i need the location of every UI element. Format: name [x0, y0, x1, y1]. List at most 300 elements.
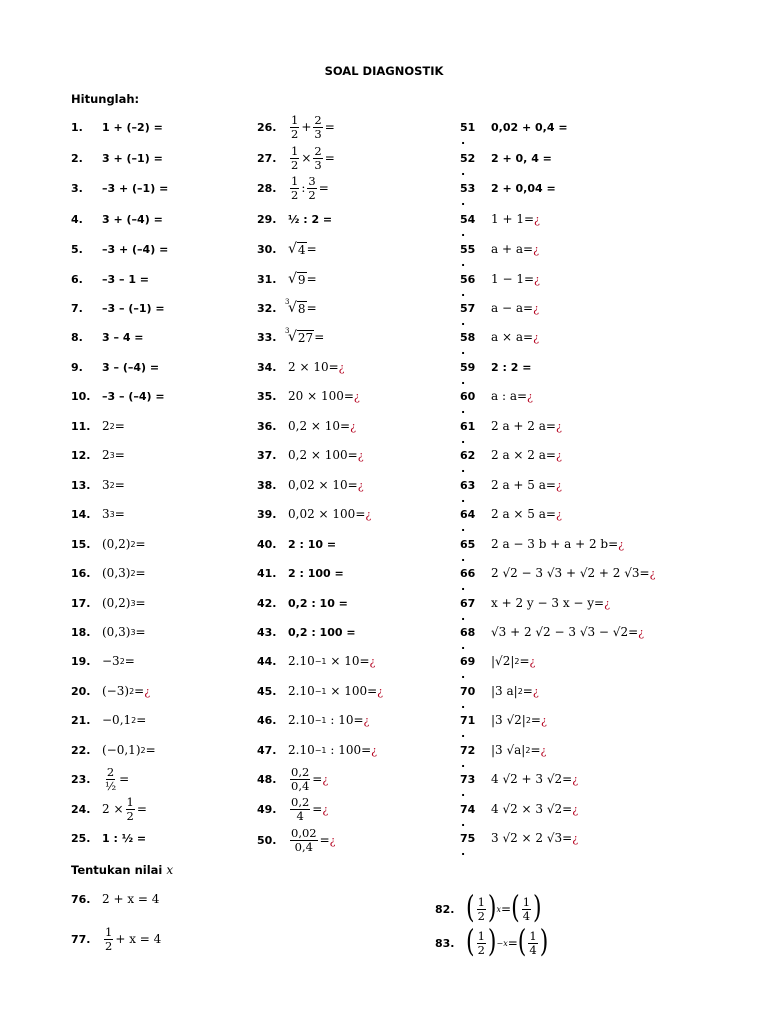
equals-sign: =: [114, 448, 125, 462]
fraction: [290, 114, 299, 139]
denominator: 4: [296, 808, 304, 823]
expression: [491, 212, 540, 226]
expression: 3 + (–4) =: [102, 212, 163, 226]
expression: [491, 448, 562, 462]
expression: [491, 802, 578, 816]
question-number-dot: .: [461, 133, 466, 147]
question-number: 23.: [71, 772, 91, 786]
question-number: 12.: [71, 448, 91, 462]
expression: [491, 242, 539, 256]
question-number-dot: .: [461, 609, 466, 623]
operator: +: [301, 120, 312, 134]
question-number: 69 .: [460, 654, 476, 681]
answer-placeholder: ¿: [649, 566, 656, 580]
radical: [288, 242, 307, 257]
question-number: 48.: [257, 772, 277, 786]
expression-text: |3 a|: [491, 684, 518, 698]
numerator: 1: [291, 113, 299, 128]
answer-placeholder: ¿: [533, 242, 539, 256]
base: (0,3): [102, 625, 131, 639]
equals-sign: =: [324, 120, 335, 134]
question-row: [257, 411, 356, 441]
expression-text: 2 a + 2 a: [491, 419, 546, 433]
answer-placeholder: ¿: [534, 272, 540, 286]
fraction: [477, 896, 486, 921]
expression: [102, 448, 125, 462]
exponent: 2: [525, 745, 531, 755]
expression-text: 2 a × 5 a: [491, 507, 546, 521]
expression-text: a + a: [491, 242, 523, 256]
question-number: 10.: [71, 389, 91, 403]
equals-sign: =: [562, 772, 573, 786]
fraction: [528, 930, 537, 955]
question-row: [460, 676, 539, 711]
expression: [288, 654, 375, 668]
base: (−3): [102, 684, 130, 698]
exponent: 2: [130, 568, 136, 578]
question-number: 66 .: [460, 566, 476, 593]
question-row: [257, 352, 345, 382]
expression-text: 2 a + 5 a: [491, 478, 546, 492]
expression-text: 2 a × 2 a: [491, 448, 546, 462]
numerator: 2: [314, 144, 322, 159]
answer-placeholder: ¿: [555, 478, 562, 492]
equals-sign: =: [145, 743, 156, 757]
question-number: 49.: [257, 802, 277, 816]
question-number: 54 .: [460, 212, 476, 239]
exponent: −x: [496, 938, 508, 948]
denominator: 4: [522, 908, 531, 923]
equals-sign: =: [312, 802, 323, 816]
question-row: [460, 264, 540, 299]
denominator: 3: [314, 157, 322, 172]
expression: [491, 772, 578, 786]
exponent: −1: [314, 715, 327, 725]
equals-sign: =: [562, 831, 573, 845]
fraction: [307, 175, 316, 200]
exponent: 2: [517, 686, 523, 696]
question-number: 55 .: [460, 242, 476, 269]
exponent: 2: [129, 686, 135, 696]
answer-placeholder: ¿: [353, 389, 360, 403]
equals-sign: =: [523, 301, 534, 315]
answer-placeholder: ¿: [555, 419, 562, 433]
expression: –3 – (–1) =: [102, 301, 165, 315]
base: (0,3): [102, 566, 131, 580]
expression: 0,02 + 0,4 =: [491, 120, 568, 134]
fraction: [290, 827, 318, 852]
answer-placeholder: ¿: [618, 537, 625, 551]
question-number: 62 .: [460, 448, 476, 475]
right-paren: ): [539, 924, 549, 960]
answer-placeholder: ¿: [540, 743, 547, 757]
expression-text: 2.10: [288, 743, 315, 757]
question-number: 57 .: [460, 301, 476, 328]
heading-variable: x: [166, 863, 174, 877]
equals-sign: =: [359, 654, 370, 668]
right-paren: ): [487, 924, 497, 960]
expression-text-2: : 100: [326, 743, 362, 757]
heading-text: Tentukan nilai: [71, 863, 163, 877]
exponent: −1: [314, 656, 327, 666]
root-sign: √: [288, 270, 297, 287]
question-row: [460, 173, 556, 208]
question-row: [460, 440, 562, 475]
question-number: 77.: [71, 932, 91, 946]
expression-text: 1 + 1: [491, 212, 524, 226]
equals-sign: =: [522, 684, 533, 698]
question-row: [460, 470, 562, 505]
expression: [491, 389, 533, 403]
question-number: 64 .: [460, 507, 476, 534]
question-row: [257, 794, 328, 824]
question-row: [460, 381, 533, 416]
answer-placeholder: ¿: [338, 360, 345, 374]
expression: [491, 625, 644, 639]
question-number: 38.: [257, 478, 277, 492]
expression: [491, 831, 578, 845]
left-paren: (: [511, 890, 520, 926]
expression: [102, 766, 129, 791]
expression-text: 2.10: [288, 713, 315, 727]
question-row: [460, 558, 656, 593]
question-number-dot: .: [461, 225, 466, 239]
question-row: [257, 705, 369, 735]
root-index: 3: [285, 326, 290, 335]
equals-sign: =: [530, 743, 541, 757]
question-row: [71, 143, 163, 173]
expression: [491, 743, 546, 757]
expression-text: a − a: [491, 301, 523, 315]
expression-text: 4 √2 + 3 √2: [491, 772, 563, 786]
expression-text: 4 √2 × 3 √2: [491, 802, 563, 816]
expression: [288, 175, 329, 200]
expression: [102, 684, 150, 698]
question-number-dot: .: [461, 550, 466, 564]
numerator: 0,02: [291, 826, 317, 841]
radicand: 8: [297, 301, 306, 316]
question-row: [257, 617, 356, 647]
question-row: [71, 470, 125, 500]
question-number: 71 .: [460, 713, 476, 740]
equals-sign: =: [328, 360, 339, 374]
expression-text: 20 × 100: [288, 389, 344, 403]
question-number: 42.: [257, 596, 277, 610]
equals-sign: =: [608, 537, 619, 551]
equals-sign: =: [523, 330, 534, 344]
question-number-dot: .: [461, 667, 466, 681]
denominator: 2: [126, 808, 134, 823]
question-number-dot: .: [461, 285, 466, 299]
question-number: 28.: [257, 181, 277, 195]
expression: 2 : 10 =: [288, 537, 337, 551]
expression: 2 + 0,04 =: [491, 181, 556, 195]
question-row: [71, 924, 161, 954]
expression: 0,2 : 10 =: [288, 596, 348, 610]
answer-placeholder: ¿: [371, 743, 378, 757]
equals-sign: =: [353, 713, 364, 727]
question-row: [257, 204, 332, 234]
numerator: 1: [126, 795, 134, 810]
expression: 0,2 : 100 =: [288, 625, 356, 639]
question-row: [257, 143, 335, 173]
question-number-dot: .: [461, 697, 466, 711]
expression-text: √3 + 2 √2 − 3 √3 − √2: [491, 625, 629, 639]
question-row: [71, 884, 159, 914]
expression: 2 : 100 =: [288, 566, 344, 580]
denominator: 2: [477, 908, 485, 923]
equals-sign: =: [594, 596, 605, 610]
question-row: [71, 234, 168, 264]
equals-sign: =: [136, 713, 147, 727]
expression: [288, 242, 317, 257]
question-number-dot: .: [461, 194, 466, 208]
question-number: 35.: [257, 389, 277, 403]
fraction: [104, 926, 113, 951]
denominator: ½: [105, 778, 117, 793]
question-number: 4.: [71, 212, 83, 226]
question-number-dot: .: [461, 402, 466, 416]
exponent: −1: [314, 686, 327, 696]
question-row: [257, 499, 371, 529]
question-row: [71, 617, 146, 647]
expression: [285, 297, 317, 316]
question-row: [460, 588, 611, 623]
question-row: [460, 617, 645, 652]
numerator: 2: [314, 113, 322, 128]
fraction: [290, 766, 310, 791]
radicand: 9: [297, 272, 306, 287]
fraction: [313, 114, 322, 139]
question-number: 50.: [257, 833, 277, 847]
equals-sign: =: [523, 272, 535, 286]
question-number: 82.: [435, 902, 455, 916]
question-number: 33.: [257, 330, 277, 344]
equals-sign: =: [119, 772, 130, 786]
denominator: 4: [529, 942, 537, 957]
question-number-dot: .: [461, 844, 466, 858]
denominator: 2: [291, 157, 299, 172]
question-number: 30.: [257, 242, 277, 256]
question-row: [257, 440, 364, 470]
radicand: 27: [297, 330, 314, 345]
right-paren: ): [533, 890, 542, 926]
answer-placeholder: ¿: [357, 448, 364, 462]
question-number: 22.: [71, 743, 91, 757]
right-paren: ): [487, 890, 497, 926]
question-number: 11.: [71, 419, 91, 433]
equals-sign: =: [312, 772, 323, 786]
question-number: 51 .: [460, 120, 476, 147]
question-number: 45.: [257, 684, 277, 698]
equals-sign: =: [545, 448, 556, 462]
question-number: 24.: [71, 802, 91, 816]
question-number: 6.: [71, 272, 83, 286]
question-number: 41.: [257, 566, 277, 580]
expression-text: |√2|: [491, 654, 515, 668]
exponent: x: [496, 904, 502, 914]
expression: –3 – (–4) =: [102, 389, 165, 403]
radical: [285, 297, 307, 316]
question-row: [460, 705, 547, 740]
question-number: 9.: [71, 360, 83, 374]
exponent: 3: [109, 509, 115, 519]
question-row: [257, 646, 375, 676]
question-row: [71, 352, 159, 382]
question-row: [435, 890, 542, 926]
question-row: [460, 529, 625, 564]
exponent: 3: [130, 627, 136, 637]
question-number: 16.: [71, 566, 91, 580]
expression: [102, 566, 146, 580]
question-row: [71, 293, 165, 323]
numerator: 1: [105, 925, 113, 940]
question-number: 47.: [257, 743, 277, 757]
exponent: 2: [109, 421, 115, 431]
expression: 1 + (–2) =: [102, 120, 163, 134]
question-row: [460, 764, 579, 799]
expression-text-2: × 100: [326, 684, 368, 698]
question-row: [71, 440, 125, 470]
answer-placeholder: ¿: [527, 389, 533, 403]
expression: 1 : ½ =: [102, 831, 147, 845]
radical: [288, 272, 307, 287]
fraction: [290, 796, 310, 821]
question-number-dot: .: [461, 726, 466, 740]
question-row: [71, 204, 163, 234]
question-number: 18.: [71, 625, 91, 639]
question-number-dot: .: [461, 461, 466, 475]
denominator: 0,4: [294, 839, 313, 854]
equals-sign: =: [324, 151, 335, 165]
question-number: 52 .: [460, 151, 476, 178]
equals-sign: =: [545, 478, 556, 492]
question-row: [257, 173, 329, 203]
equals-sign: =: [314, 330, 325, 344]
expression-text: a : a: [491, 389, 517, 403]
denominator: 0,4: [291, 778, 310, 793]
expression: [288, 448, 364, 462]
question-row: [257, 381, 360, 411]
equals-sign: =: [519, 654, 530, 668]
question-row: [71, 705, 146, 735]
equals-sign: =: [135, 596, 146, 610]
question-number: 2.: [71, 151, 83, 165]
question-number: 67 .: [460, 596, 476, 623]
base: 3: [102, 507, 110, 521]
question-number: 8.: [71, 330, 83, 344]
answer-placeholder: ¿: [350, 419, 357, 433]
question-row: [71, 529, 146, 559]
answer-placeholder: ¿: [572, 831, 579, 845]
question-row: [460, 322, 539, 357]
expression: [491, 566, 656, 580]
base: (−0,1): [102, 743, 141, 757]
question-number: 76.: [71, 892, 91, 906]
question-row: [257, 264, 317, 294]
answer-placeholder: ¿: [555, 507, 562, 521]
question-row: [460, 499, 562, 534]
numerator: 1: [522, 895, 531, 910]
question-number: 53 .: [460, 181, 476, 208]
question-number: 65 .: [460, 537, 476, 564]
denominator: 3: [314, 126, 322, 141]
equals-sign: =: [628, 625, 639, 639]
question-number: 75 .: [460, 831, 476, 858]
question-row: [71, 264, 149, 294]
question-row: [460, 646, 536, 681]
question-row: [460, 293, 539, 328]
question-number-dot: .: [461, 491, 466, 505]
equals-sign: =: [114, 478, 125, 492]
expression: [102, 478, 125, 492]
question-number: 5.: [71, 242, 83, 256]
question-row: [71, 173, 168, 203]
question-number: 13.: [71, 478, 91, 492]
question-row: [460, 204, 540, 239]
question-row: [257, 234, 317, 264]
question-row: [257, 112, 335, 142]
expression: [491, 301, 539, 315]
equals-sign: =: [530, 713, 541, 727]
base: 2: [102, 448, 110, 462]
equals-sign: =: [367, 684, 378, 698]
question-number: 27.: [257, 151, 277, 165]
answer-placeholder: ¿: [534, 212, 540, 226]
question-number: 1.: [71, 120, 83, 134]
denominator: 2: [291, 126, 299, 141]
answer-placeholder: ¿: [357, 478, 364, 492]
question-number-dot: .: [461, 343, 466, 357]
question-row: [257, 588, 348, 618]
equals-sign: =: [507, 936, 518, 950]
question-row: [257, 676, 383, 706]
question-row: [257, 825, 336, 855]
base: 3: [102, 478, 110, 492]
question-number: 17.: [71, 596, 91, 610]
expression-text: |3 √2|: [491, 713, 526, 727]
exponent: 2: [525, 715, 531, 725]
root-sign: √: [288, 328, 297, 345]
exponent: 2: [130, 539, 136, 549]
question-number: 14.: [71, 507, 91, 521]
denominator: 2: [477, 942, 485, 957]
numerator: 3: [308, 174, 316, 189]
expression: [102, 654, 135, 668]
fraction: [290, 175, 299, 200]
question-number-dot: .: [461, 756, 466, 770]
expression: [288, 145, 335, 170]
question-number: 70 .: [460, 684, 476, 711]
expression: [491, 713, 547, 727]
expression-text: x + 2 y − 3 x − y: [491, 596, 595, 610]
numerator: 2: [106, 765, 115, 780]
equals-sign: =: [306, 272, 317, 286]
answer-placeholder: ¿: [572, 802, 579, 816]
equals-sign: =: [545, 507, 556, 521]
equals-sign: =: [501, 902, 512, 916]
operator: :: [301, 181, 306, 195]
expression-text: 2 √2 − 3 √3 + √2 + 2 √3: [491, 566, 640, 580]
equals-sign: =: [135, 625, 146, 639]
numerator: 1: [291, 144, 299, 159]
expression: [491, 478, 562, 492]
expression: [288, 478, 364, 492]
root-index: 3: [285, 297, 290, 306]
answer-placeholder: ¿: [555, 448, 562, 462]
equals-sign: =: [136, 802, 147, 816]
question-row: [257, 470, 364, 500]
